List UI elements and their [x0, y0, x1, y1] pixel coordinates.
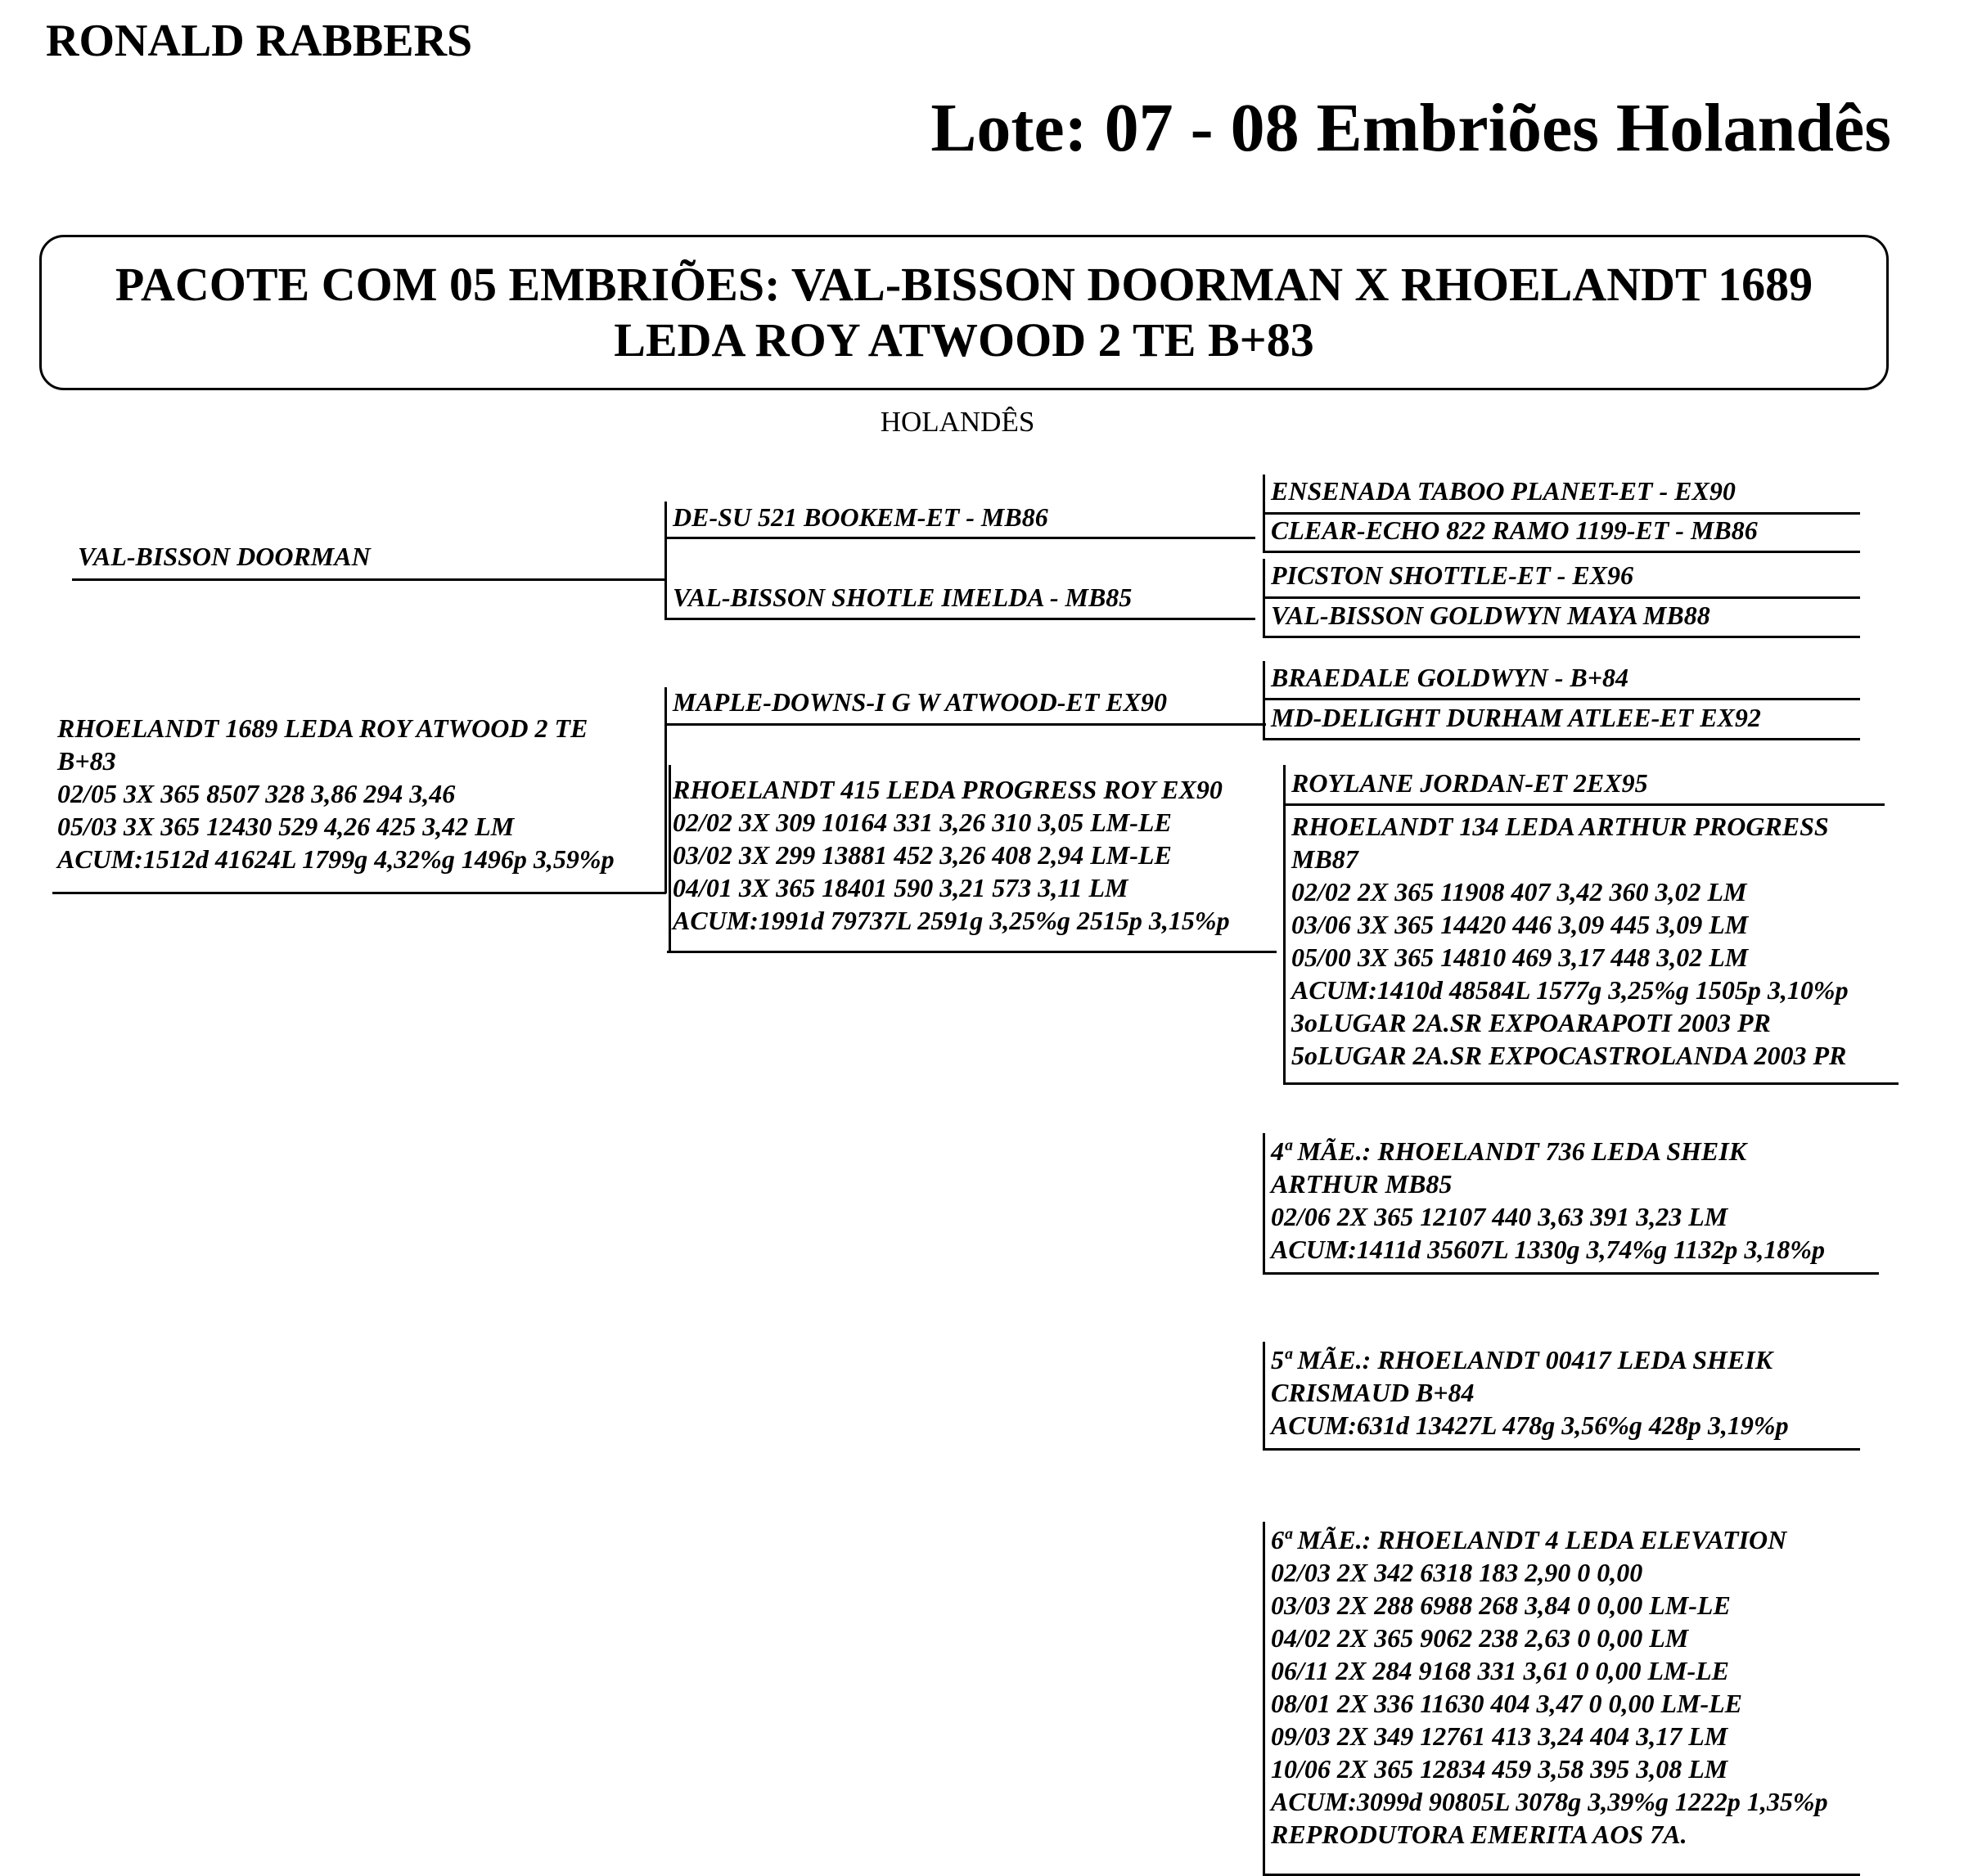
fifth-dam-block — [1271, 1343, 1789, 1442]
mgd-dam-line-rule — [1283, 1082, 1899, 1085]
sire-name: VAL-BISSON DOORMAN — [78, 542, 371, 571]
mgd-dam-line: RHOELANDT 134 LEDA ARTHUR PROGRESS — [1291, 812, 1829, 841]
sixth-dam-line: 02/03 2X 342 6318 183 2,90 0 0,00 — [1271, 1558, 1643, 1587]
mgd-bracket-left — [669, 765, 671, 951]
fifth-dam-rule — [1263, 1448, 1860, 1451]
pgs-sire-name: ENSENADA TABOO PLANET-ET - EX90 — [1271, 476, 1736, 506]
maternal-granddam-block — [673, 773, 1230, 937]
fourth-dam-rule — [1263, 1272, 1879, 1275]
pgs-dam-name: CLEAR-ECHO 822 RAMO 1199-ET - MB86 — [1271, 515, 1758, 545]
sixth-dam-line: ACUM:3099d 90805L 3078g 3,39%g 1222p 1,35%p — [1271, 1787, 1828, 1816]
mgd-line: 03/02 3X 299 13881 452 3,26 408 2,94 LM-LE — [673, 840, 1172, 870]
seller-name: RONALD RABBERS — [46, 16, 473, 66]
fourth-dam-line: ACUM:1411d 35607L 1330g 3,74%g 1132p 3,18%p — [1271, 1235, 1826, 1264]
mgd-parents-bracket — [1283, 765, 1286, 1084]
pgd-dam-line — [1263, 636, 1860, 638]
mgd-dam-line: MB87 — [1291, 844, 1358, 874]
mgd-sire-name: ROYLANE JORDAN-ET 2EX95 — [1291, 768, 1648, 798]
paternal-granddam-line — [664, 618, 1255, 620]
mgd-line: 04/01 3X 365 18401 590 3,21 573 3,11 LM — [673, 873, 1128, 902]
fifth-dam-bracket — [1263, 1342, 1265, 1450]
fourth-dam-bracket — [1263, 1133, 1265, 1274]
paternal-grandsire-line — [664, 537, 1255, 539]
pgd-sire-name: PICSTON SHOTTLE-ET - EX96 — [1271, 560, 1633, 590]
sire-line — [72, 578, 665, 581]
sixth-dam-block — [1271, 1523, 1828, 1851]
sixth-dam-bracket — [1263, 1522, 1265, 1875]
dam-line: RHOELANDT 1689 LEDA ROY ATWOOD 2 TE — [57, 713, 588, 743]
fourth-dam-block — [1271, 1135, 1825, 1266]
fifth-dam-line: 5ª MÃE.: RHOELANDT 00417 LEDA SHEIK — [1271, 1345, 1773, 1374]
dam-underline — [52, 892, 666, 894]
mgd-dam-line: 5oLUGAR 2A.SR EXPOCASTROLANDA 2003 PR — [1291, 1041, 1847, 1070]
mgd-dam-line: ACUM:1410d 48584L 1577g 3,25%g 1505p 3,10%p — [1291, 975, 1849, 1005]
mgd-dam-line: 3oLUGAR 2A.SR EXPOARAPOTI 2003 PR — [1291, 1008, 1771, 1037]
fifth-dam-line: CRISMAUD B+84 — [1271, 1378, 1475, 1407]
sixth-dam-line: 09/03 2X 349 12761 413 3,24 404 3,17 LM — [1271, 1721, 1728, 1751]
sixth-dam-line: 10/06 2X 365 12834 459 3,58 395 3,08 LM — [1271, 1754, 1728, 1784]
mgd-dam-block — [1291, 810, 1849, 1072]
mgs-dam-line — [1263, 738, 1860, 740]
mgd-dam-line: 02/02 2X 365 11908 407 3,42 360 3,02 LM — [1291, 877, 1747, 907]
dam-block — [57, 712, 615, 875]
pgs-dam-line — [1263, 551, 1860, 553]
sixth-dam-line: REPRODUTORA EMERITA AOS 7A. — [1271, 1820, 1687, 1849]
package-title-line-1: PACOTE COM 05 EMBRIÕES: VAL-BISSON DOORMAN X RHOELANDT 1689 — [115, 258, 1813, 311]
mgd-line: ACUM:1991d 79737L 2591g 3,25%g 2515p 3,15%p — [673, 906, 1230, 935]
breed-label: HOLANDÊS — [880, 406, 1035, 438]
fifth-dam-line: ACUM:631d 13427L 478g 3,56%g 428p 3,19%p — [1271, 1410, 1789, 1440]
maternal-grandsire-line — [664, 723, 1266, 726]
paternal-grandsire-name: DE-SU 521 BOOKEM-ET - MB86 — [673, 502, 1048, 532]
dam-line: 02/05 3X 365 8507 328 3,86 294 3,46 — [57, 779, 456, 808]
mgd-dam-line: 03/06 3X 365 14420 446 3,09 445 3,09 LM — [1291, 910, 1749, 939]
mgd-line: RHOELANDT 415 LEDA PROGRESS ROY EX90 — [673, 775, 1223, 804]
sixth-dam-line: 03/03 2X 288 6988 268 3,84 0 0,00 LM-LE — [1271, 1590, 1731, 1620]
package-title-line-2: LEDA ROY ATWOOD 2 TE B+83 — [614, 313, 1314, 367]
lot-title: Lote: 07 - 08 Embriões Holandês — [930, 90, 1891, 166]
mgs-dam-name: MD-DELIGHT DURHAM ATLEE-ET EX92 — [1271, 703, 1761, 732]
fourth-dam-line: 4ª MÃE.: RHOELANDT 736 LEDA SHEIK — [1271, 1136, 1747, 1166]
dam-line: 05/03 3X 365 12430 529 4,26 425 3,42 LM — [57, 812, 515, 841]
mgd-line: 02/02 3X 309 10164 331 3,26 310 3,05 LM-LE — [673, 808, 1172, 837]
sixth-dam-line: 06/11 2X 284 9168 331 3,61 0 0,00 LM-LE — [1271, 1656, 1730, 1685]
maternal-grandsire-name: MAPLE-DOWNS-I G W ATWOOD-ET EX90 — [673, 687, 1167, 717]
mgd-dam-line: 05/00 3X 365 14810 469 3,17 448 3,02 LM — [1291, 942, 1749, 972]
dam-line: B+83 — [57, 746, 116, 776]
fourth-dam-line: ARTHUR MB85 — [1271, 1169, 1453, 1199]
sire-bracket — [664, 502, 667, 620]
sixth-dam-line: 08/01 2X 336 11630 404 3,47 0 0,00 LM-LE — [1271, 1689, 1743, 1718]
paternal-granddam-name: VAL-BISSON SHOTLE IMELDA - MB85 — [673, 583, 1133, 612]
mgs-sire-name: BRAEDALE GOLDWYN - B+84 — [1271, 663, 1628, 692]
pgd-dam-name: VAL-BISSON GOLDWYN MAYA MB88 — [1271, 601, 1710, 630]
mgd-sire-line — [1283, 803, 1885, 806]
dam-line: ACUM:1512d 41624L 1799g 4,32%g 1496p 3,59%p — [57, 844, 615, 874]
dam-bracket — [664, 687, 667, 893]
package-title-box — [39, 235, 1889, 390]
sixth-dam-line: 6ª MÃE.: RHOELANDT 4 LEDA ELEVATION — [1271, 1525, 1787, 1554]
mgs-sire-line — [1263, 698, 1860, 700]
fourth-dam-line: 02/06 2X 365 12107 440 3,63 391 3,23 LM — [1271, 1202, 1728, 1231]
maternal-granddam-line — [667, 951, 1277, 953]
sixth-dam-line: 04/02 2X 365 9062 238 2,63 0 0,00 LM — [1271, 1623, 1689, 1653]
